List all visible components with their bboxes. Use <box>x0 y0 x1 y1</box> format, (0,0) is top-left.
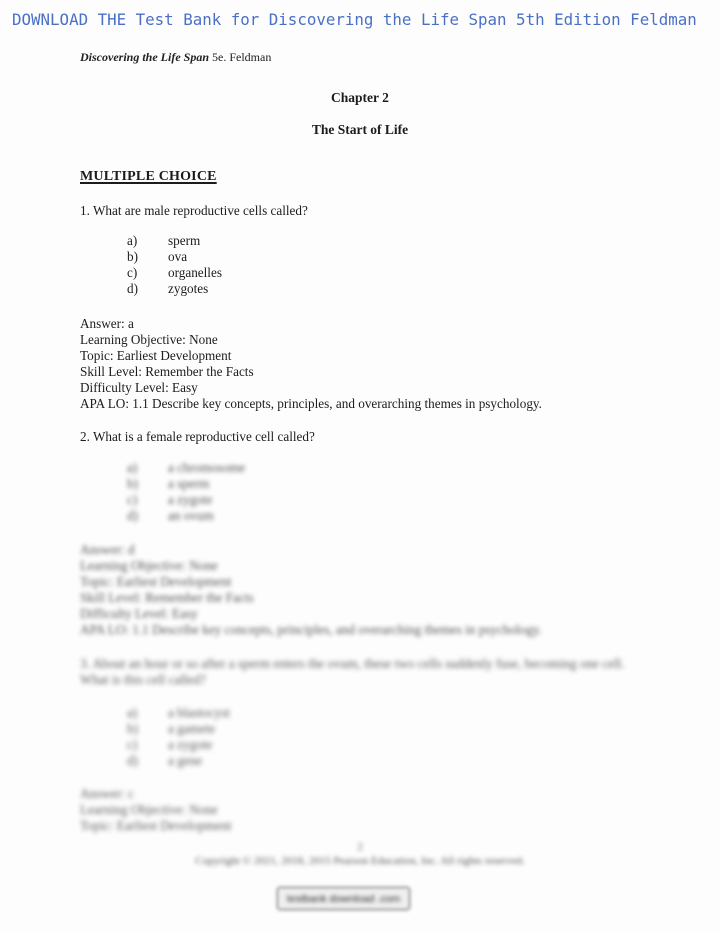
option-text: a blastocyst <box>168 705 230 720</box>
option-row <box>80 721 640 737</box>
option-letter: a) <box>127 233 138 248</box>
blurred-download-button[interactable] <box>277 887 410 910</box>
option-text: a gamete <box>168 721 216 736</box>
meta-topic: Topic: Earliest Development <box>80 574 232 589</box>
question-2-text: 2. What is a female reproductive cell called? <box>80 429 315 444</box>
meta-answer: Answer: c <box>80 786 134 801</box>
document-body <box>80 46 640 906</box>
option-row <box>80 281 640 297</box>
meta-difficulty-level: Difficulty Level: Easy <box>80 606 198 621</box>
option-row <box>80 460 640 476</box>
meta-apa-lo: APA LO: 1.1 Describe key concepts, principles, and overarching themes in psychology. <box>80 622 542 637</box>
question-2-options-blurred <box>80 460 640 524</box>
meta-learning-objective: Learning Objective: None <box>80 802 218 817</box>
meta-learning-objective: Learning Objective: None <box>80 558 218 573</box>
option-text: a zygote <box>168 737 213 752</box>
option-row <box>80 249 640 265</box>
option-row <box>80 737 640 753</box>
running-head-edition: 5e. Feldman <box>209 50 272 64</box>
option-row <box>80 492 640 508</box>
chapter-heading: Chapter 2 <box>331 90 389 105</box>
option-row <box>80 705 640 721</box>
meta-difficulty-level: Difficulty Level: Easy <box>80 380 198 395</box>
option-letter: b) <box>127 721 138 736</box>
meta-topic: Topic: Earliest Development <box>80 348 232 363</box>
section-heading-row <box>80 167 640 185</box>
meta-apa-lo: APA LO: 1.1 Describe key concepts, principles, and overarching themes in psychology. <box>80 396 542 411</box>
question-3-options-blurred <box>80 705 640 769</box>
option-letter: c) <box>127 492 138 507</box>
option-letter: d) <box>127 753 138 768</box>
option-text: a gene <box>168 753 203 768</box>
option-text: a sperm <box>168 476 210 491</box>
option-text: ova <box>168 249 188 264</box>
running-head <box>80 50 640 64</box>
option-row <box>80 508 640 524</box>
option-letter: a) <box>127 705 138 720</box>
option-text: an ovum <box>168 508 214 523</box>
option-row <box>80 265 640 281</box>
option-text: a chromosome <box>168 460 246 475</box>
blurred-button-label: testbank download .com <box>286 892 401 905</box>
download-test-bank-link[interactable]: DOWNLOAD THE Test Bank for Discovering the Life Span 5th Edition Feldman <box>12 10 697 29</box>
meta-skill-level: Skill Level: Remember the Facts <box>80 364 254 379</box>
option-text: a zygote <box>168 492 213 507</box>
option-letter: b) <box>127 476 138 491</box>
option-letter: b) <box>127 249 138 264</box>
meta-skill-level: Skill Level: Remember the Facts <box>80 590 254 605</box>
copyright-line: Copyright © 2021, 2018, 2015 Pearson Education, Inc. All rights reserved. <box>195 855 525 867</box>
question-1-text: 1. What are male reproductive cells called? <box>80 203 308 218</box>
question-3-text-blurred: 3. About an hour or so after a sperm enters the ovum, these two cells suddenly fuse, becoming one cell. What is this cell called? <box>80 656 625 687</box>
question-3-meta-blurred <box>80 786 640 834</box>
option-text: zygotes <box>168 281 209 296</box>
option-letter: c) <box>127 265 138 280</box>
section-heading: MULTIPLE CHOICE <box>80 169 217 184</box>
option-letter: d) <box>127 281 138 296</box>
option-letter: d) <box>127 508 138 523</box>
option-row <box>80 233 640 249</box>
running-head-book-title: Discovering the Life Span <box>80 50 209 64</box>
option-letter: c) <box>127 737 138 752</box>
question-2-meta-blurred <box>80 542 640 638</box>
meta-learning-objective: Learning Objective: None <box>80 332 218 347</box>
option-row <box>80 753 640 769</box>
option-letter: a) <box>127 460 138 475</box>
question-1-meta <box>80 316 640 412</box>
meta-answer: Answer: a <box>80 316 134 331</box>
option-text: organelles <box>168 265 222 280</box>
chapter-title: The Start of Life <box>311 122 409 137</box>
question-1-options <box>80 233 640 297</box>
meta-topic: Topic: Earliest Development <box>80 818 232 833</box>
meta-answer: Answer: d <box>80 542 135 557</box>
page-number: 2 <box>357 842 363 853</box>
option-row <box>80 476 640 492</box>
option-text: sperm <box>168 233 201 248</box>
